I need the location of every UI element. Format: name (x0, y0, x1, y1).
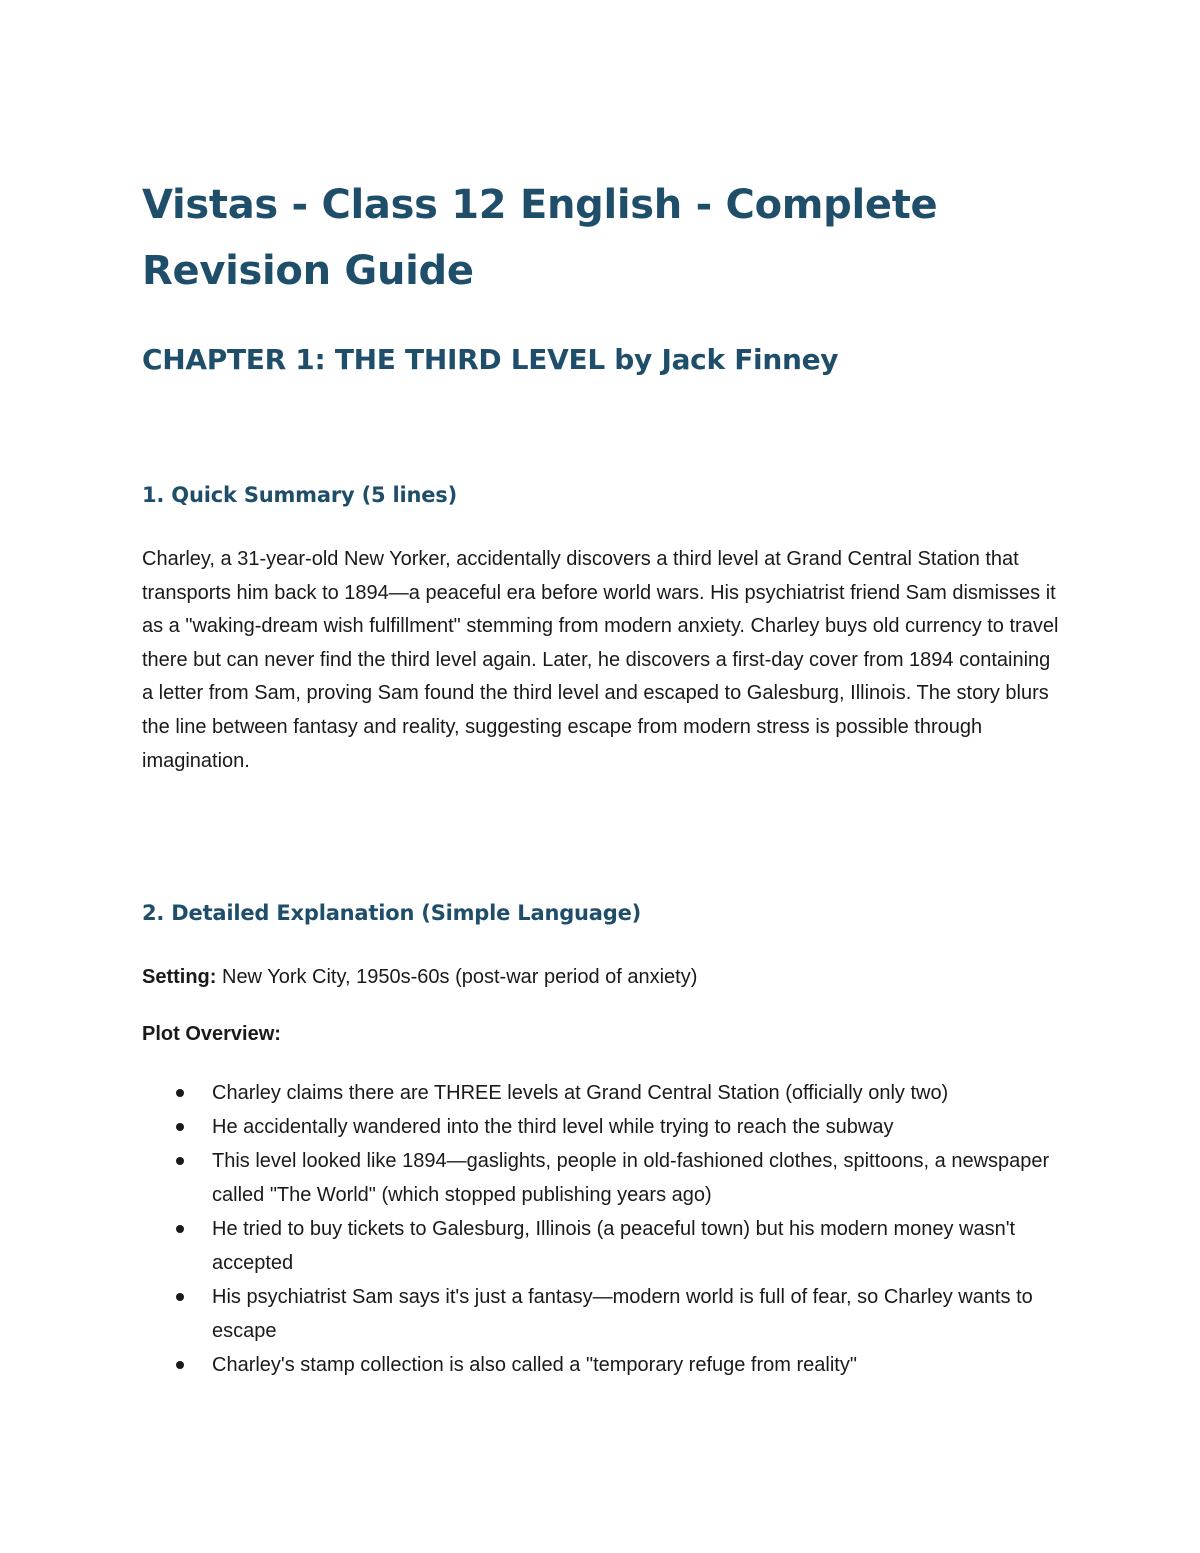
list-item-text: His psychiatrist Sam says it's just a fantasy—modern world is full of fear, so Charley wants to escape (212, 1286, 1033, 1342)
bullet-icon (176, 1123, 184, 1131)
setting-label: Setting: (142, 966, 217, 988)
list-item (142, 1280, 1062, 1348)
bullet-icon (176, 1361, 184, 1369)
list-item (142, 1110, 1062, 1144)
bullet-icon (176, 1089, 184, 1097)
list-item (142, 1348, 1062, 1382)
setting-line (142, 962, 697, 992)
list-item-text: He tried to buy tickets to Galesburg, Illinois (a peaceful town) but his modern money wasn't accepted (212, 1218, 1016, 1274)
chapter-heading: CHAPTER 1: THE THIRD LEVEL by Jack Finney (142, 343, 839, 376)
list-item (142, 1144, 1062, 1212)
plot-overview-label: Plot Overview: (142, 1023, 281, 1045)
bullet-icon (176, 1293, 184, 1301)
list-item-text: Charley's stamp collection is also called a "temporary refuge from reality" (212, 1354, 857, 1376)
setting-text: New York City, 1950s-60s (post-war period of anxiety) (216, 966, 698, 988)
summary-heading: 1. Quick Summary (5 lines) (142, 483, 457, 507)
list-item (142, 1212, 1062, 1280)
document-title: Vistas - Class 12 English - Complete Revision Guide (142, 182, 938, 294)
list-item-text: This level looked like 1894—gaslights, people in old-fashioned clothes, spittoons, a newspaper called "The World" (which stopped publishing years ago) (212, 1150, 1050, 1206)
bullet-icon (176, 1157, 184, 1165)
plot-overview-line (142, 1019, 281, 1049)
list-item-text: He accidentally wandered into the third level while trying to reach the subway (212, 1116, 894, 1138)
plot-bullet-list (142, 1076, 1062, 1382)
summary-paragraph: Charley, a 31-year-old New Yorker, accidentally discovers a third level at Grand Central Station that transports him back to 1894—a peaceful era before world wars. His psychiatrist friend Sam dismisses it as a "waking-dream wish fulfillment" stemming from modern anxiety. Charley buys old currency to travel there but can never find the third level again. Later, he discovers a first-day cover from 1894 containing a letter from Sam, proving Sam found the third level and escaped to Galesburg, Illinois. The story blurs the line between fantasy and reality, suggesting escape from modern stress is possible through imagination. (142, 548, 1059, 772)
list-item (142, 1076, 1062, 1110)
bullet-icon (176, 1225, 184, 1233)
detail-heading: 2. Detailed Explanation (Simple Language) (142, 901, 642, 925)
list-item-text: Charley claims there are THREE levels at Grand Central Station (officially only two) (212, 1082, 949, 1104)
